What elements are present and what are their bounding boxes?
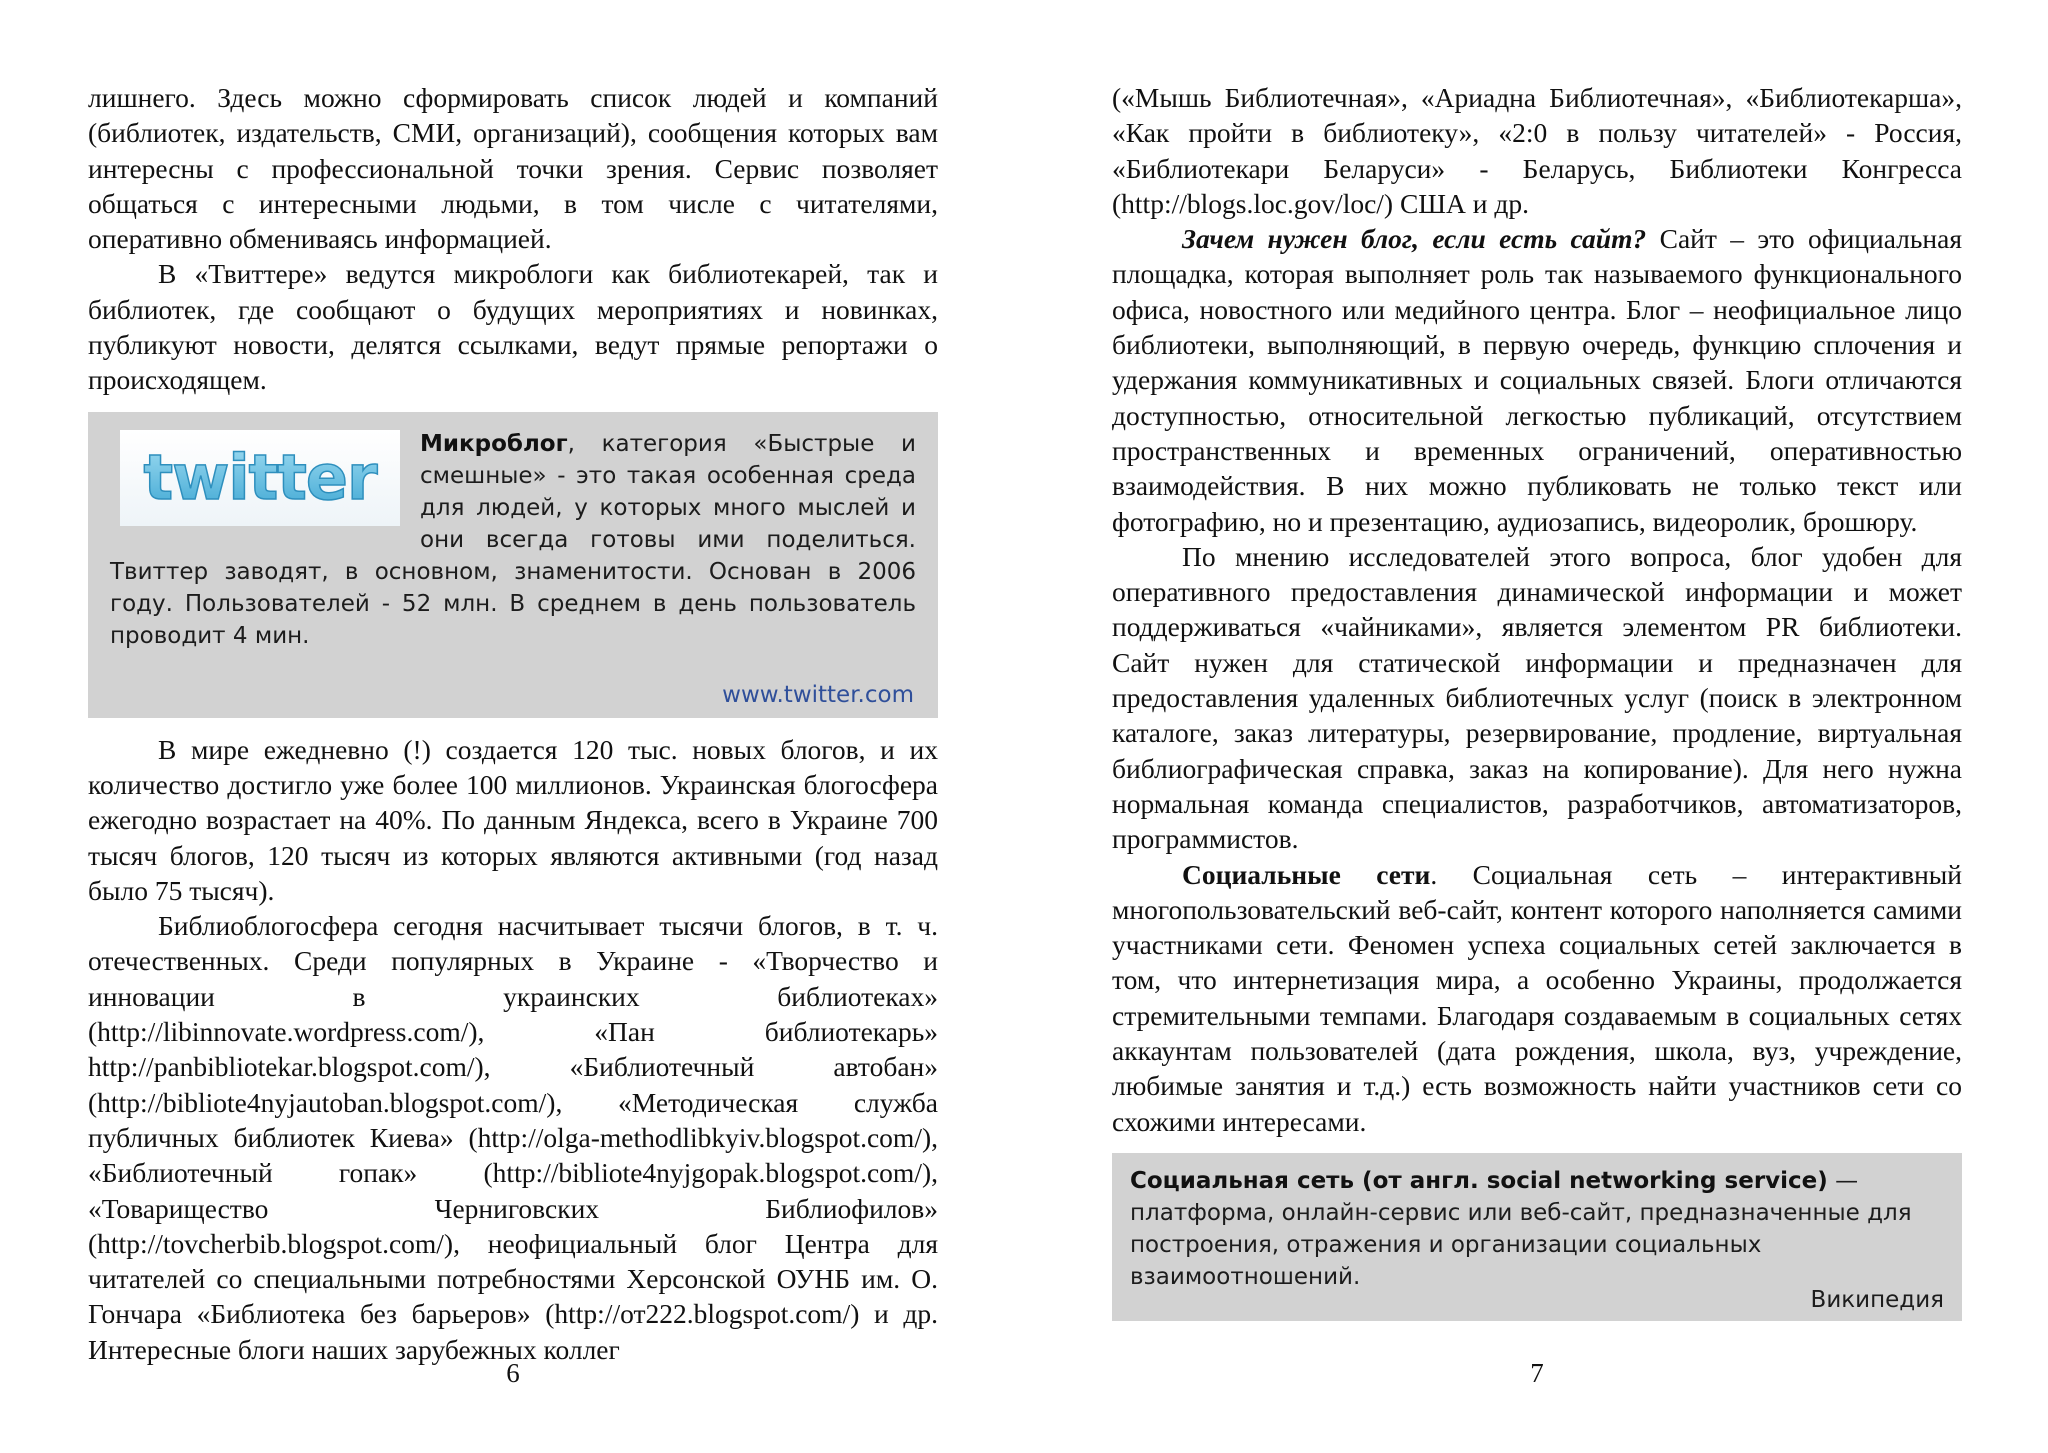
right-paragraph-4-lead: Социальные сети [1182,858,1431,890]
page-number-left: 6 [506,1358,520,1388]
right-paragraph-4-rest: . Социальная сеть – интерактивный многопользовательский веб-сайт, контент которого наполняется самими участниками сети. Феномен успеха социальных сетей заключается в том, что интернетизация мира, а особенно Украины, продолжается стремительными темпами. Благодаря создаваемым в социальных сетях аккаунтам пользователей (дата рождения, школа, вуз, учреждение, любимые занятия и т.д.) есть возможность найти участников сети со схожими интересами. [1112,858,1962,1137]
twitter-info-box [88,412,938,718]
left-paragraph-4: Библиоблогосфера сегодня насчитывает тысячи блогов, в т. ч. отечественных. Среди популярных в Украине - «Творчество и инновации в украинских библиотеках» (http://libinnovate.wordpress.com/), «Пан библиотекарь» http://panbibliotekar.blogspot.com/), «Библиотечный автобан» (http://bibliote4nyjautoban.blogspot.com/), «Методическая служба публичных библиотек Киева» (http://olga-methodlibkyiv.blogspot.com/), «Библиотечный гопак» (http://bibliote4nyjgopak.blogspot.com/), «Товарищество Черниговских Библиофилов» (http://tovcherbib.blogspot.com/), неофициальный блог Центра для читателей со специальными потребностями Херсонской ОУНБ им. О. Гончара «Библиотека без барьеров» (http://от222.blogspot.com/) и др. Интересные блоги наших зарубежных коллег [88,910,938,1365]
right-paragraph-1: («Мышь Библиотечная», «Ариадна Библиотечная», «Библиотекарша», «Как пройти в библиотеку», «2:0 в пользу читателей» - Россия, «Библиотекари Беларуси» - Беларусь, Библиотеки Конгресса (http://blogs.loc.gov/loc/) США и др. [1112,82,1962,219]
right-paragraph-2 [1112,221,1962,539]
definition-text [1130,1165,1944,1293]
left-paragraph-3: В мире ежедневно (!) создается 120 тыс. новых блогов, и их количество достигло уже более 100 миллионов. Украинская блогосфера ежегодно возрастает на 40%. По данным Яндекса, всего в Украине 700 тысяч блогов, 120 тысяч из которых являются активными (год назад было 75 тысяч). [88,733,938,906]
right-paragraph-2-lead: Зачем нужен блог, если есть сайт? [1182,223,1647,255]
definition-source: Википедия [1810,1286,1944,1313]
twitter-logo-icon [135,443,385,513]
right-paragraph-3: По мнению исследователей этого вопроса, блог удобен для оперативного предоставления динамической информации и может поддерживаться «чайниками», является элементом PR библиотеки. Сайт нужен для статической информации и предназначен для предоставления удаленных библиотечных услуг (поиск в электронном каталоге, заказ литературы, резервирование, продление, виртуальная библиографическая справка, заказ на копирование). Для него нужна нормальная команда специалистов, разработчиков, автоматизаторов, программистов. [1112,540,1962,855]
right-paragraph-4 [1112,857,1962,1139]
definition-description: — платформа, онлайн-сервис или веб-сайт, предназначенные для построения, отражения и организации социальных взаимоотношений. [1130,1167,1912,1290]
twitter-box-term: Микроблог [420,430,568,457]
left-paragraph-1: лишнего. Здесь можно сформировать список людей и компаний (библиотек, издательств, СМИ, организаций), сообщения которых вам интересны с профессиональной точки зрения. Сервис позволяет общаться с интересными людьми, в том числе с читателями, оперативно обмениваясь информацией. [88,82,938,255]
definition-term: Социальная сеть (от англ. social networking service) [1130,1167,1828,1194]
left-page-content [88,80,938,1367]
right-paragraph-2-rest: Сайт – это официальная площадка, которая выполняет роль так называемого функционального офиса, новостного или медийного центра. Блог – неофициальное лицо библиотеки, выполняющий, в первую очередь, функцию сплочения и удержания коммуникативных и социальных связей. Блоги отличаются доступностью, относительной легкостью публикаций, отсутствием пространственных и временных ограничений, оперативностью взаимодействия. В них можно публиковать не только текст или фотографию, но и презентацию, аудиозапись, видеоролик, брошюру. [1112,223,1962,537]
twitter-logo-text: twitter [143,442,377,513]
page-number-right: 7 [1530,1358,1544,1388]
right-page-content [1112,80,1962,1321]
twitter-box-description: , категория «Быстрые и смешные» - это такая особенная среда для людей, у которых много мыслей и они всегда готовы ими поделиться. Твиттер заводят, в основном, знаменитости. Основан в 2006 году. Пользователей - 52 млн. В среднем в день пользователь проводит 4 мин. [110,430,916,649]
twitter-logo [120,430,400,526]
definition-box [1112,1153,1962,1321]
left-page [88,0,938,1453]
twitter-link[interactable]: www.twitter.com [722,681,914,708]
right-page [1112,0,1962,1453]
left-paragraph-2: В «Твиттере» ведутся микроблоги как библиотекарей, так и библиотек, где сообщают о будущих мероприятиях и новинках, публикуют новости, делятся ссылками, ведут прямые репортажи о происходящем. [88,258,938,396]
